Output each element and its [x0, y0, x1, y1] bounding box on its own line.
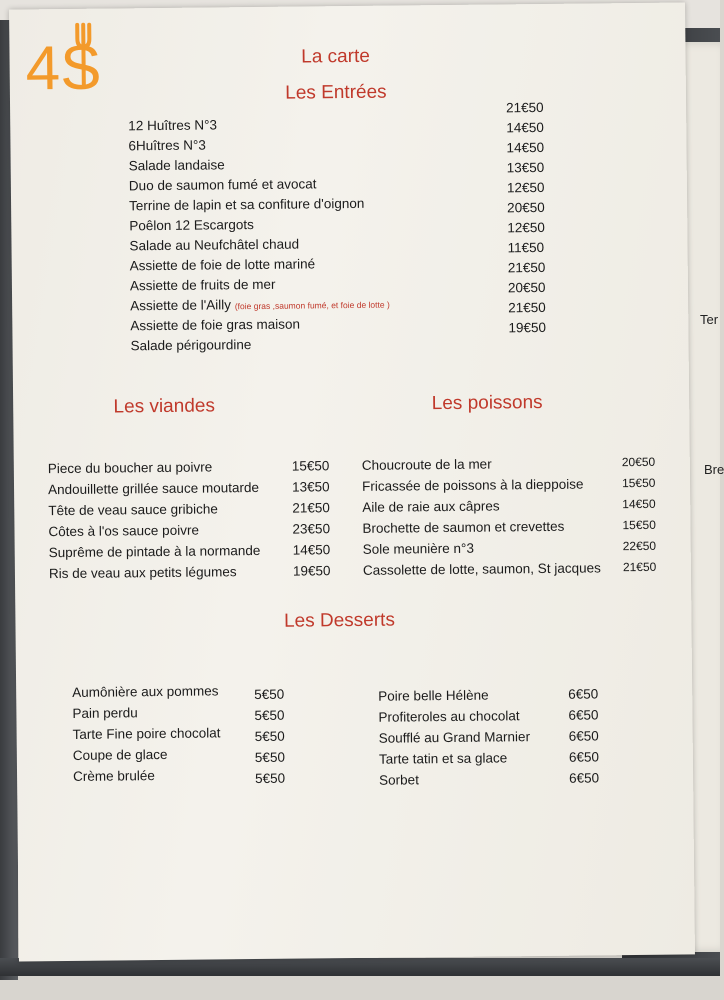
- menu-item-price: 12€50: [507, 219, 545, 236]
- menu-item-name: Cassolette de lotte, saumon, St jacques: [362, 560, 601, 578]
- menu-item-price: 15€50: [621, 475, 656, 491]
- menu-item-price: 21€50: [622, 559, 657, 575]
- menu-item-name: Tête de veau sauce gribiche: [48, 501, 218, 519]
- section-title-entrees: Les Entrées: [285, 81, 387, 104]
- menu-item-name: Ris de veau aux petits légumes: [48, 564, 237, 582]
- menu-item-price: 21€50: [507, 259, 546, 276]
- menu-item-name: Tarte tatin et sa glace: [378, 750, 508, 767]
- menu-item: [130, 296, 390, 314]
- menu-item-name: Salade au Neufchâtel chaud: [129, 236, 300, 254]
- menu-item-price: 19€50: [292, 563, 331, 579]
- menu-item-name: Pain perdu: [72, 705, 138, 721]
- menu-item-name: Brochette de saumon et crevettes: [362, 518, 565, 536]
- next-page-text: Bre: [704, 462, 724, 477]
- section-title-desserts: Les Desserts: [283, 609, 395, 632]
- menu-item-name: Crème brulée: [72, 768, 155, 784]
- menu-item-name: Côtes à l'os sauce poivre: [48, 522, 199, 540]
- logo-text: 4S: [25, 33, 102, 104]
- menu-item-price: 11€50: [507, 239, 545, 256]
- menu-item-name: Assiette de l'Ailly: [130, 297, 232, 314]
- menu-item-price: 21€50: [508, 299, 546, 316]
- menu-item-price: 5€50: [255, 770, 286, 787]
- menu-item-price: 14€50: [292, 542, 331, 558]
- menu-item-name: Terrine de lapin et sa confiture d'oignon: [129, 195, 365, 214]
- menu-item-name: 6Huîtres N°3: [128, 137, 206, 154]
- menu-item-name: Assiette de fruits de mer: [129, 276, 276, 294]
- menu-item-name: Piece du boucher au poivre: [47, 459, 213, 477]
- binder-bottom-edge: [0, 958, 720, 976]
- menu-item-price: 22€50: [622, 538, 657, 554]
- menu-item-name: Tarte Fine poire chocolat: [72, 725, 221, 742]
- menu-item-name: Assiette de foie gras maison: [130, 316, 301, 334]
- menu-item-price: 20€50: [507, 279, 546, 296]
- menu-item-price: 14€50: [506, 119, 544, 136]
- menu-item-price: 15€50: [291, 458, 330, 474]
- restaurant-logo: [25, 19, 102, 104]
- menu-item-price: 21€50: [506, 99, 544, 116]
- menu-item-name: Duo de saumon fumé et avocat: [128, 176, 317, 194]
- menu-item-name: Aumônière aux pommes: [72, 683, 219, 700]
- section-title-poissons: Les poissons: [431, 391, 543, 415]
- menu-item-price: 13€50: [291, 479, 330, 495]
- menu-item-name: Suprême de pintade à la normande: [48, 542, 261, 561]
- menu-item-price: 6€50: [568, 728, 599, 744]
- menu-item-price: 20€50: [507, 199, 545, 216]
- menu-item-name: Salade périgourdine: [130, 337, 252, 354]
- menu-item-name: Choucroute de la mer: [361, 456, 492, 473]
- menu-item-price: 5€50: [254, 749, 286, 766]
- menu-item-name: Soufflé au Grand Marnier: [378, 729, 531, 746]
- menu-item-note: (foie gras ,saumon fumé, et foie de lotte ): [234, 299, 390, 312]
- menu-item-price: 6€50: [568, 707, 599, 723]
- menu-item-name: Poêlon 12 Escargots: [129, 217, 254, 234]
- menu-item-name: Sole meunière n°3: [362, 540, 474, 557]
- menu-item-price: 23€50: [292, 521, 331, 537]
- menu-item-price: 5€50: [254, 728, 285, 745]
- menu-item-price: 19€50: [508, 319, 547, 336]
- menu-item-price: 21€50: [292, 500, 330, 516]
- menu-item-price: 5€50: [254, 707, 285, 724]
- menu-item-name: Poire belle Hélène: [378, 687, 489, 704]
- menu-item-name: Andouillette grillée sauce moutarde: [47, 479, 260, 498]
- menu-item-name: Assiette de foie de lotte mariné: [129, 256, 316, 274]
- menu-item-price: 13€50: [506, 159, 545, 176]
- menu-item-name: Profiteroles au chocolat: [378, 708, 520, 725]
- menu-item-price: 6€50: [568, 749, 600, 765]
- menu-item-price: 14€50: [506, 139, 545, 156]
- page-title: La carte: [301, 45, 370, 68]
- menu-item-price: 15€50: [622, 517, 656, 533]
- menu-item-name: 12 Huîtres N°3: [128, 117, 218, 134]
- menu-item-name: Sorbet: [379, 772, 419, 788]
- menu-item-name: Salade landaise: [128, 157, 225, 174]
- menu-item-price: 5€50: [254, 686, 285, 703]
- menu-item-price: 14€50: [622, 496, 656, 512]
- menu-item-price: 12€50: [506, 179, 545, 196]
- menu-item-price: 20€50: [621, 454, 656, 470]
- section-title-viandes: Les viandes: [113, 395, 216, 418]
- menu-item-name: Fricassée de poissons à la dieppoise: [361, 476, 584, 494]
- menu-item-name: Coupe de glace: [72, 746, 168, 763]
- menu-page: [9, 2, 695, 961]
- menu-item-price: 6€50: [568, 686, 599, 702]
- next-page-text: Ter: [700, 312, 719, 327]
- menu-item-name: Aile de raie aux câpres: [362, 498, 500, 515]
- menu-item-price: 6€50: [569, 770, 600, 786]
